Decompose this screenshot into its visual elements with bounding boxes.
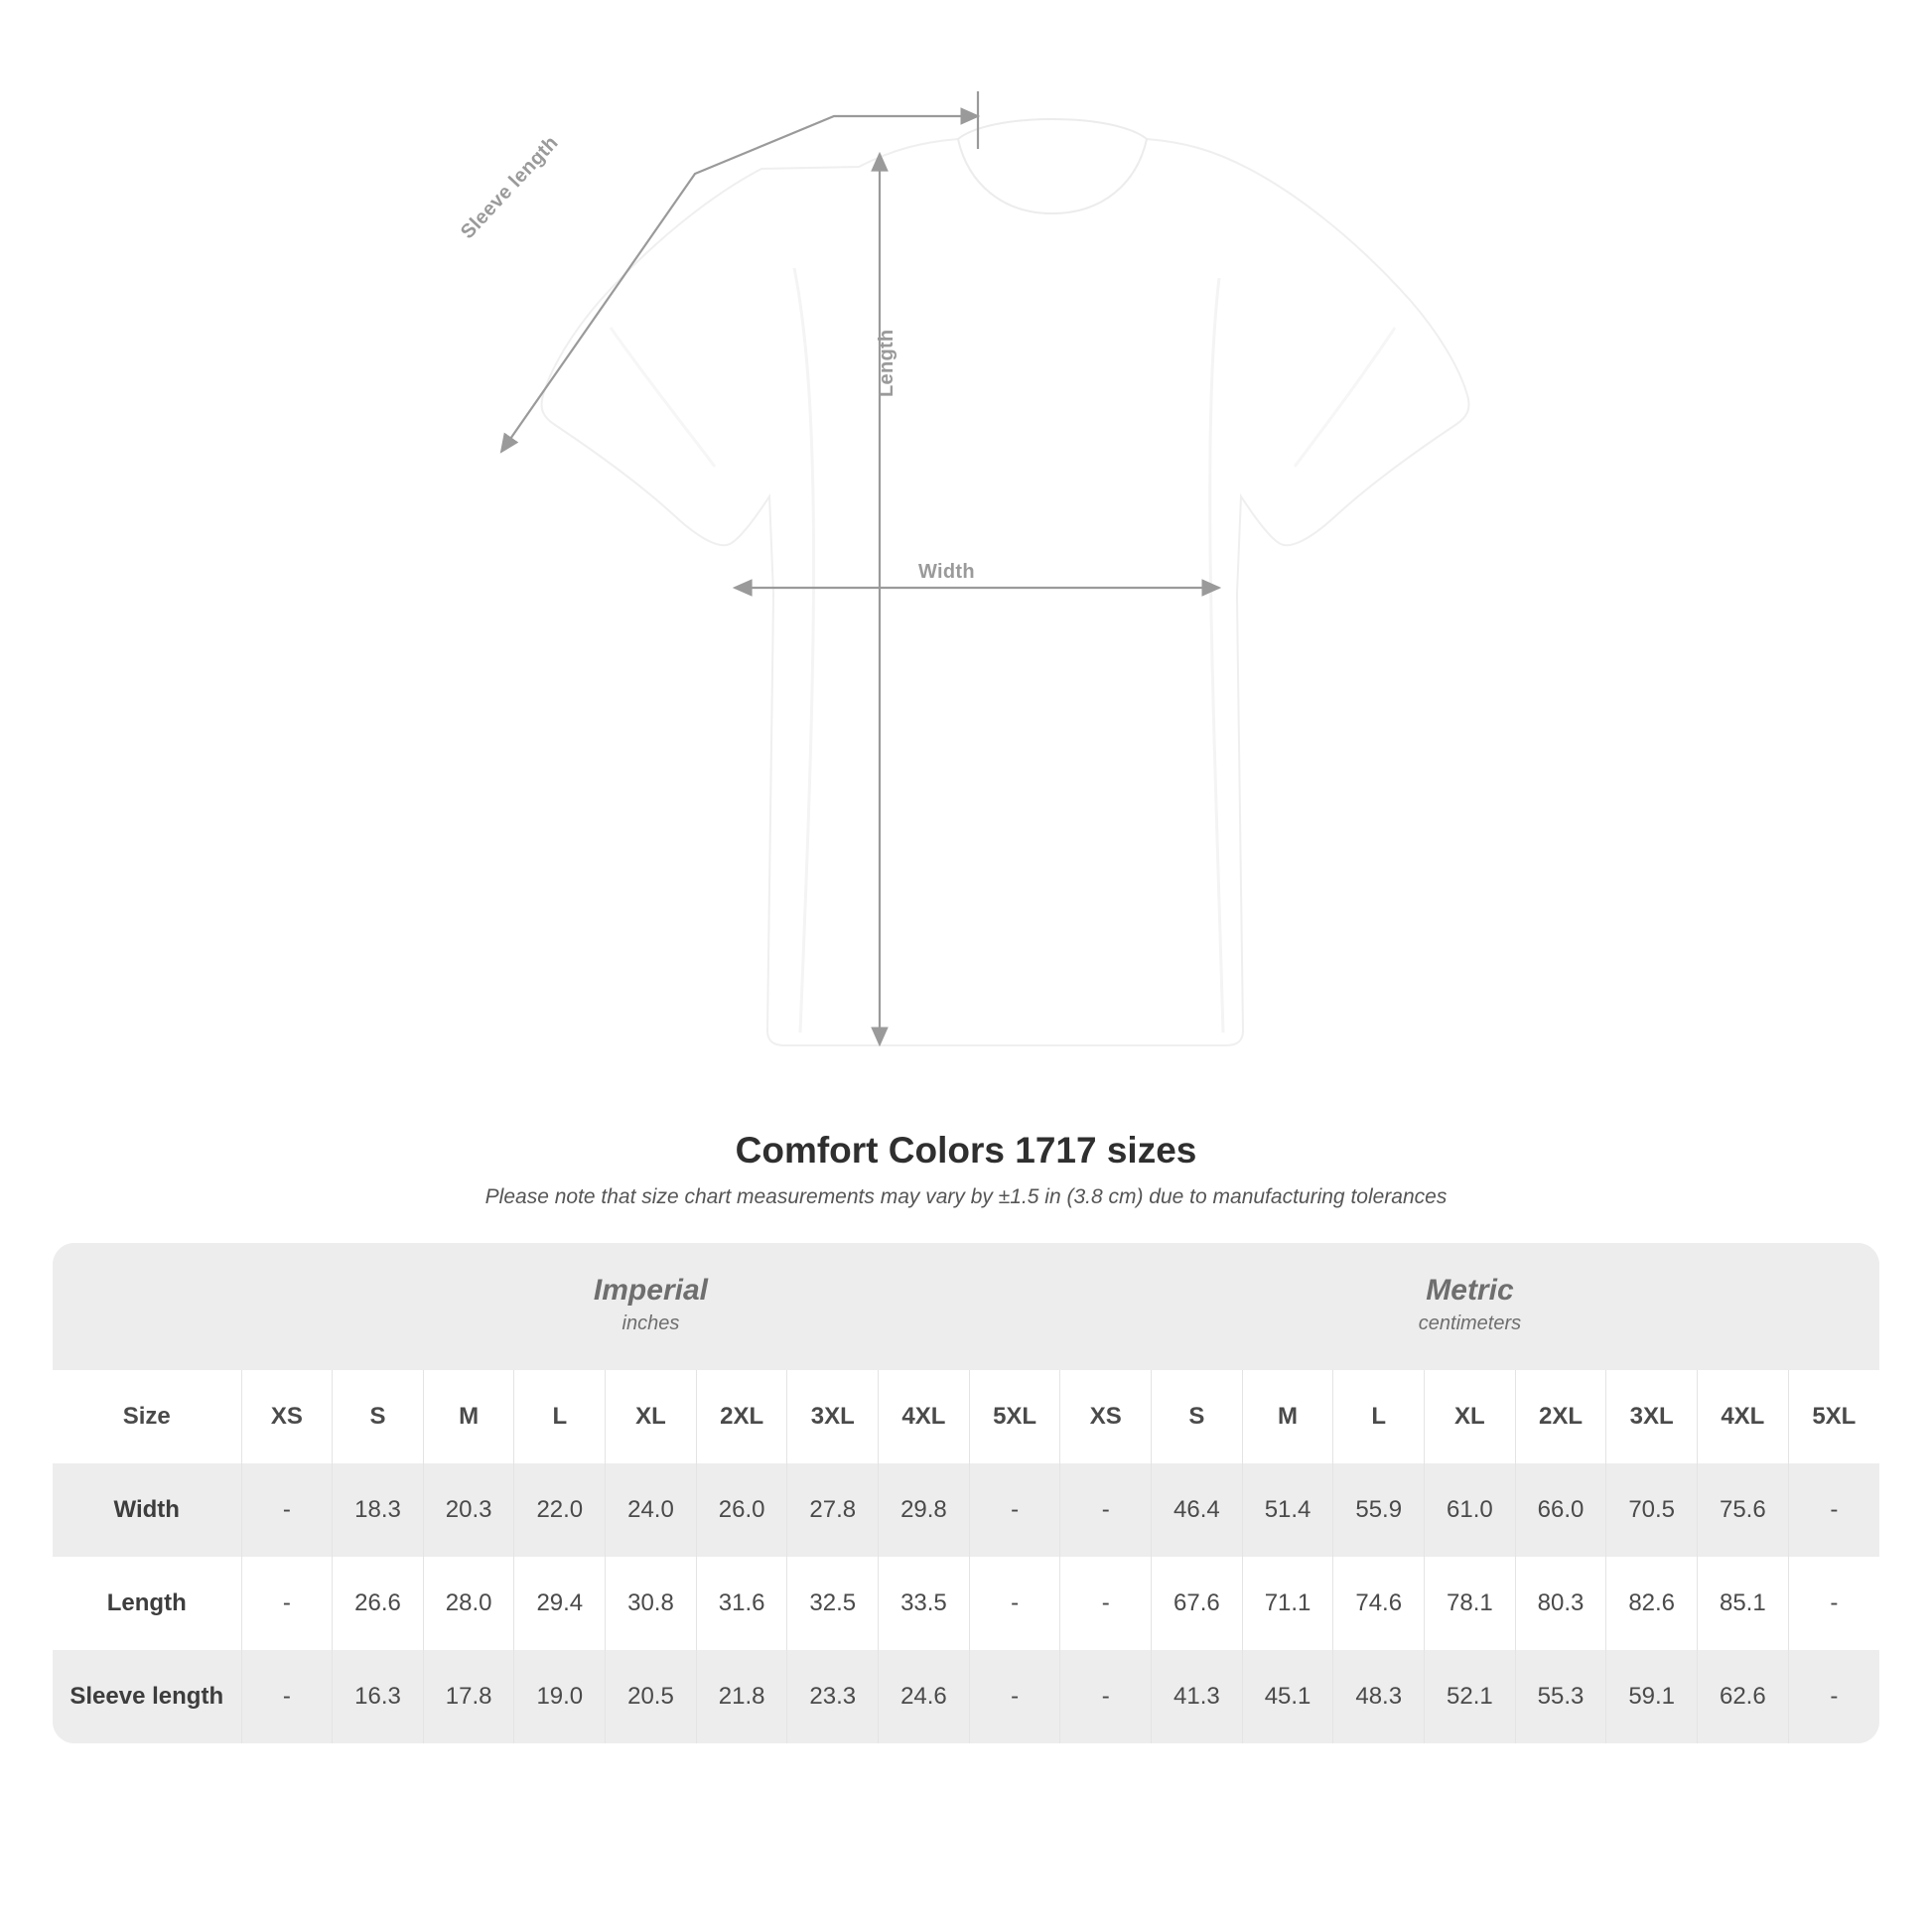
size-header-cell: 2XL	[696, 1370, 787, 1463]
measurement-cell: 31.6	[696, 1557, 787, 1650]
measurement-cell: 75.6	[1698, 1463, 1789, 1557]
table-row	[53, 1557, 1879, 1650]
measurement-cell: 17.8	[423, 1650, 514, 1743]
size-header-row	[53, 1370, 1879, 1463]
measurement-cell: 46.4	[1152, 1463, 1243, 1557]
measurement-label: Sleeve length	[53, 1650, 241, 1743]
size-header-cell: 5XL	[969, 1370, 1060, 1463]
size-header-cell: XL	[1425, 1370, 1516, 1463]
measurement-cell: 74.6	[1333, 1557, 1425, 1650]
unit-group-row	[53, 1243, 1879, 1370]
measurement-cell: 70.5	[1606, 1463, 1698, 1557]
size-column-header: Size	[53, 1370, 241, 1463]
size-header-cell: S	[333, 1370, 424, 1463]
measurement-cell: 26.6	[333, 1557, 424, 1650]
measurement-cell: 52.1	[1425, 1650, 1516, 1743]
measurement-cell: 28.0	[423, 1557, 514, 1650]
measurement-cell: -	[1788, 1463, 1879, 1557]
measurement-label: Length	[53, 1557, 241, 1650]
measurement-cell: 61.0	[1425, 1463, 1516, 1557]
tshirt-shape	[542, 119, 1469, 1045]
measurement-cell: -	[1060, 1650, 1152, 1743]
measurement-cell: 26.0	[696, 1463, 787, 1557]
size-header-cell: S	[1152, 1370, 1243, 1463]
measurement-cell: 41.3	[1152, 1650, 1243, 1743]
measurement-cell: 18.3	[333, 1463, 424, 1557]
measurement-cell: -	[1788, 1557, 1879, 1650]
unit-row-spacer	[53, 1243, 241, 1370]
size-header-cell: L	[514, 1370, 606, 1463]
size-header-cell: 2XL	[1515, 1370, 1606, 1463]
measurement-cell: 55.9	[1333, 1463, 1425, 1557]
measurement-cell: 22.0	[514, 1463, 606, 1557]
measurement-cell: -	[241, 1463, 333, 1557]
unit-group-name: Imperial	[593, 1273, 708, 1307]
length-label: Length	[876, 329, 897, 397]
table-row	[53, 1650, 1879, 1743]
measurement-cell: 24.6	[879, 1650, 970, 1743]
unit-group-name: Metric	[1426, 1273, 1514, 1307]
measurement-cell: 66.0	[1515, 1463, 1606, 1557]
measurement-cell: 45.1	[1242, 1650, 1333, 1743]
measurement-cell: 20.5	[606, 1650, 697, 1743]
measurement-cell: 20.3	[423, 1463, 514, 1557]
page-title: Comfort Colors 1717 sizes	[735, 1130, 1197, 1171]
measurement-cell: 67.6	[1152, 1557, 1243, 1650]
measurement-cell: 55.3	[1515, 1650, 1606, 1743]
size-header-cell: 3XL	[787, 1370, 879, 1463]
tolerance-note: Please note that size chart measurements may vary by ±1.5 in (3.8 cm) due to manufacturing tolerances	[484, 1185, 1448, 1208]
measurement-cell: -	[1060, 1557, 1152, 1650]
measurement-cell: 85.1	[1698, 1557, 1789, 1650]
measurement-cell: 16.3	[333, 1650, 424, 1743]
sleeve-length-label: Sleeve length	[457, 131, 563, 244]
measurement-cell: 32.5	[787, 1557, 879, 1650]
measurement-cell: 48.3	[1333, 1650, 1425, 1743]
table-row	[53, 1463, 1879, 1557]
measurement-cell: 23.3	[787, 1650, 879, 1743]
size-header-cell: M	[423, 1370, 514, 1463]
measurement-cell: 29.4	[514, 1557, 606, 1650]
measurement-cell: 19.0	[514, 1650, 606, 1743]
size-header-cell: 3XL	[1606, 1370, 1698, 1463]
unit-group-imperial	[241, 1243, 1060, 1370]
measurement-cell: 78.1	[1425, 1557, 1516, 1650]
measurement-cell: -	[241, 1650, 333, 1743]
size-header-cell: 4XL	[879, 1370, 970, 1463]
size-header-cell: M	[1242, 1370, 1333, 1463]
measurement-cell: 33.5	[879, 1557, 970, 1650]
measurement-cell: -	[969, 1650, 1060, 1743]
measurement-cell: 21.8	[696, 1650, 787, 1743]
chart-heading	[0, 1130, 1932, 1209]
size-header-cell: 4XL	[1698, 1370, 1789, 1463]
measurement-cell: 80.3	[1515, 1557, 1606, 1650]
size-table-wrapper	[53, 1243, 1879, 1743]
measurement-cell: -	[1788, 1650, 1879, 1743]
size-table	[53, 1243, 1879, 1743]
unit-group-subtitle: centimeters	[1418, 1312, 1522, 1335]
measurement-cell: 62.6	[1698, 1650, 1789, 1743]
measurement-cell: 82.6	[1606, 1557, 1698, 1650]
measurement-cell: 51.4	[1242, 1463, 1333, 1557]
unit-group-metric	[1060, 1243, 1879, 1370]
measurement-cell: 59.1	[1606, 1650, 1698, 1743]
width-label: Width	[918, 561, 975, 583]
size-header-cell: XS	[241, 1370, 333, 1463]
measurement-cell: 29.8	[879, 1463, 970, 1557]
measurement-cell: -	[241, 1557, 333, 1650]
size-header-cell: L	[1333, 1370, 1425, 1463]
measurement-cell: 71.1	[1242, 1557, 1333, 1650]
measurement-label: Width	[53, 1463, 241, 1557]
measurement-cell: -	[969, 1463, 1060, 1557]
measurement-cell: 27.8	[787, 1463, 879, 1557]
measurement-cell: -	[969, 1557, 1060, 1650]
measurement-cell: -	[1060, 1463, 1152, 1557]
size-header-cell: XS	[1060, 1370, 1152, 1463]
measurement-cell: 30.8	[606, 1557, 697, 1650]
measurement-cell: 24.0	[606, 1463, 697, 1557]
size-header-cell: 5XL	[1788, 1370, 1879, 1463]
unit-group-subtitle: inches	[621, 1312, 680, 1335]
size-header-cell: XL	[606, 1370, 697, 1463]
